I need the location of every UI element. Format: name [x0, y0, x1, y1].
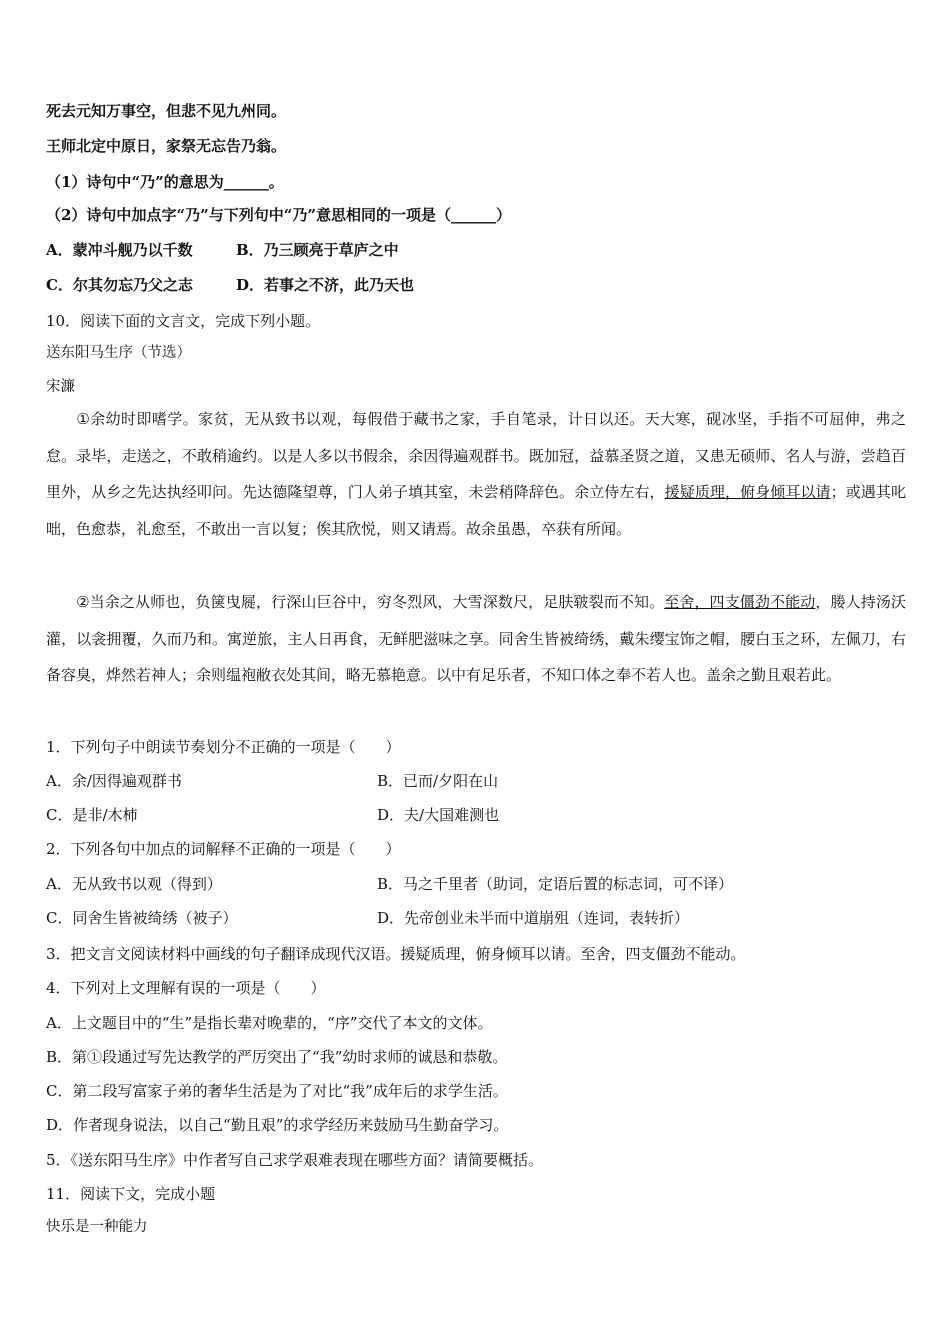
sub-question-4-option-c: C．第二段写富家子弟的奢华生活是为了对比“我”成年后的求学生活。	[46, 1082, 508, 1100]
p2-text-after: ，媵人持汤沃灌，以衾拥覆，久而乃和。寓逆旅，主人日再食，无鲜肥滋味之享。同舍生皆被绮绣，戴朱缨宝饰之帽，腰白玉之环，左佩刀，右备容臭，烨然若神人；余则缊袍敝衣处其间，略无慕艳意。以中有足乐者，不知口体之奉不若人也。盖余之勤且艰若此。	[46, 593, 906, 684]
sub-question-2-option-d: D．先帝创业未半而中道崩殂（连词，表转折）	[377, 909, 690, 927]
q11-article-title: 快乐是一种能力	[46, 1219, 148, 1235]
q9-option-c: C．尔其勿忘乃父之志	[46, 276, 193, 294]
sub-question-2-stem: 2．下列各句中加点的词解释不正确的一项是（ ）	[46, 840, 401, 858]
poem-line-2: 王师北定中原日，家祭无忘告乃翁。	[46, 137, 287, 155]
sub-question-4-option-d: D．作者现身说法，以自己“勤且艰”的求学经历来鼓励马生勤奋学习。	[46, 1116, 509, 1134]
q10-heading: 10．阅读下面的文言文，完成下列小题。	[46, 312, 321, 330]
sub-question-1-option-c: C．是非/木柿	[46, 806, 138, 824]
p1-text-before: ①余幼时即嗜学。家贫，无从致书以观，每假借于藏书之家，手自笔录，计日以还。天大寒，砚冰坚，手指不可屈伸，弗之怠。录毕，走送之，不敢稍逾约。以是人多以书假余，余因得遍观群书。既加冠，益慕圣贤之道，又患无硕师、名人与游，尝趋百里外，从乡之先达执经叩问。先达德隆望尊，门人弟子填其室，未尝稍降辞色。余立侍左右，	[46, 410, 906, 501]
sub-question-2-option-b: B．马之千里者（助词，定语后置的标志词，可不译）	[377, 875, 734, 893]
q9-sub2: （2）诗句中加点字“乃”与下列句中“乃”意思相同的一项是（______）	[46, 206, 511, 224]
sub-question-4-stem: 4．下列对上文理解有误的一项是（ ）	[46, 979, 326, 997]
poem-line-1: 死去元知万事空，但悲不见九州同。	[46, 102, 287, 120]
sub-question-1-option-b: B．已而/夕阳在山	[377, 772, 499, 790]
sub-question-5: 5．《送东阳马生序》中作者写自己求学艰难表现在哪些方面？请简要概括。	[46, 1151, 544, 1169]
p1-underlined-sentence: 援疑质理，俯身倾耳以请	[664, 483, 831, 501]
passage-paragraph-1	[46, 401, 906, 547]
p1-text-after: ；或遇其叱咄，色愈恭，礼愈至，不敢出一言以复；俟其欣悦，则又请焉。故余虽愚，卒获有所闻。	[46, 483, 906, 538]
passage-paragraph-2	[46, 584, 906, 694]
sub-question-1-option-a: A．余/因得遍观群书	[46, 772, 182, 790]
p2-underlined-sentence: 至舍，四支僵劲不能动	[664, 593, 816, 611]
q9-option-b: B．乃三顾亮于草庐之中	[236, 241, 399, 259]
passage-author: 宋濂	[46, 379, 75, 395]
p2-text-before: ②当余之从师也，负箧曳屣，行深山巨谷中，穷冬烈风，大雪深数尺，足肤皲裂而不知。	[76, 593, 665, 611]
sub-question-2-option-c: C．同舍生皆被绮绣（被子）	[46, 909, 238, 927]
q9-option-d: D．若事之不济，此乃天也	[236, 276, 415, 294]
q9-sub1: （1）诗句中“乃”的意思为______。	[46, 173, 284, 191]
sub-question-4-option-b: B．第①段通过写先达教学的严厉突出了“我”幼时求师的诚恳和恭敬。	[46, 1048, 508, 1066]
sub-question-3: 3．把文言文阅读材料中画线的句子翻译成现代汉语。援疑质理，俯身倾耳以请。至舍，四支僵劲不能动。	[46, 945, 746, 963]
q9-option-a: A．蒙冲斗舰乃以千数	[46, 241, 193, 259]
q11-heading: 11．阅读下文，完成小题	[46, 1185, 216, 1203]
passage-title: 送东阳马生序（节选）	[46, 345, 191, 361]
sub-question-4-option-a: A．上文题目中的“生”是指长辈对晚辈的，“序”交代了本文的文体。	[46, 1014, 493, 1032]
sub-question-1-option-d: D．夫/大国难测也	[377, 806, 500, 824]
sub-question-2-option-a: A．无从致书以观（得到）	[46, 875, 222, 893]
sub-question-1-stem: 1．下列句子中朗读节奏划分不正确的一项是（ ）	[46, 738, 401, 756]
